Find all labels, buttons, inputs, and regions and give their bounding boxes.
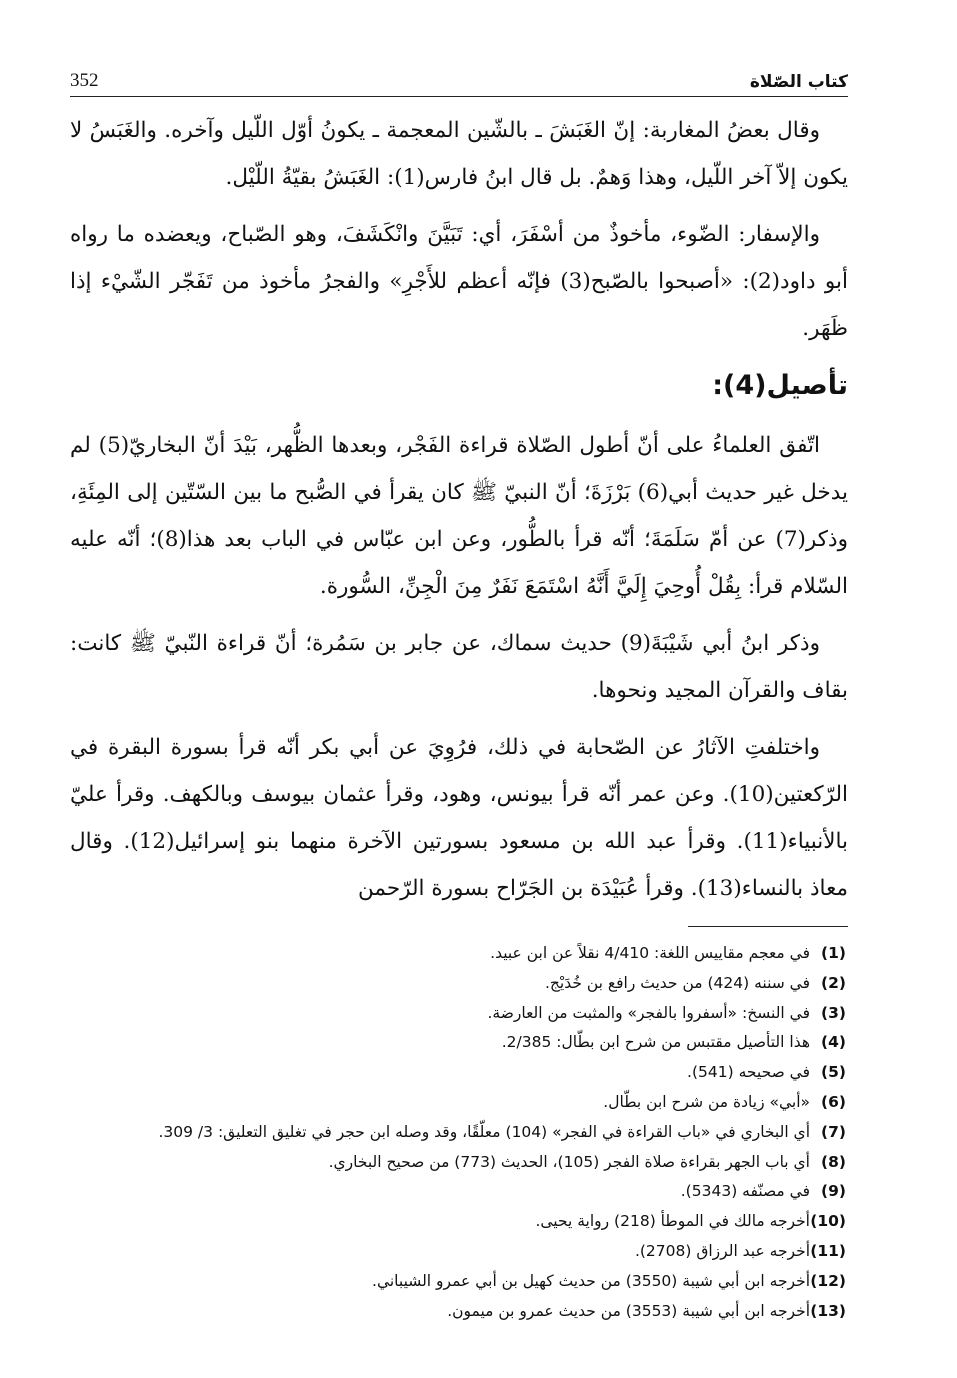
footnote [70, 939, 846, 969]
footnote-number: (1) [821, 944, 846, 962]
section-heading: تأصيل(4): [712, 370, 848, 401]
footnote-text: أي البخاري في «باب القراءة في الفجر» (104) معلّقًا، وقد وصله ابن حجر في تغليق التعليق: 3/ 309. [158, 1122, 810, 1141]
footnote-text: في سننه (424) من حديث رافع بن خُدَيْج. [544, 973, 810, 992]
footnote-text: أخرجه ابن أبي شيبة (3550) من حديث كهيل بن أبي عمرو الشيباني. [372, 1271, 810, 1290]
paragraph-1: وقال بعضُ المغاربة: إنّ الغَبَشَ ـ بالشّين المعجمة ـ يكونُ أوّل اللّيل وآخره. والغَبَسُ لا يكون إلاّ آخر اللّيل، وهذا وَهمٌ. بل قال ابنُ فارس(1): الغَبَشُ بقيّةُ اللّيْل. [70, 118, 848, 190]
footnote-text: في صحيحه (541). [687, 1063, 810, 1082]
book-title: كتاب الصّلاة [749, 72, 848, 92]
footnote [70, 1237, 846, 1267]
footnote-number: (13) [810, 1301, 846, 1320]
footnote-number: (4) [821, 1033, 846, 1052]
footnote [70, 1267, 846, 1297]
footnote-number: (7) [821, 1122, 846, 1141]
footnote-text: أخرجه عبد الرزاق (2708). [634, 1241, 810, 1260]
footnote-number: (11) [810, 1241, 846, 1260]
main-text [70, 107, 848, 912]
page-number: 352 [70, 70, 99, 91]
footnote-number: (5) [821, 1063, 846, 1082]
footnote-text: أخرجه مالك في الموطأ (218) رواية يحيى. [535, 1212, 810, 1231]
footnote [70, 1088, 846, 1118]
footnote-text: في معجم مقاييس اللغة: 4/410 نقلاً عن ابن عبيد. [490, 944, 810, 962]
footnote [70, 1118, 846, 1148]
footnote-text: «أبي» زيادة من شرح ابن بطّال. [603, 1092, 810, 1111]
footnote [70, 969, 846, 999]
footnote-number: (8) [821, 1152, 846, 1171]
page [70, 58, 848, 1318]
paragraph-4: وذكر ابنُ أبي شَيْبَةَ(9) حديث سماك، عن جابر بن سَمُرة؛ أنّ قراءة النّبيّ ﷺ كانت: بقاف والقرآن المجيد ونحوها. [70, 631, 848, 703]
paragraph-2: والإسفار: الضّوء، مأخوذٌ من أسْفَرَ، أي: تَبَيَّنَ وانْكَشَفَ، وهو الصّباح، ويعضده ما رواه أبو داود(2): «أصبحوا بالصّبح(3) فإنّه أعظم للأَجْرِ» والفجرُ مأخوذ من تَفَجّر الشّيْء إذا ظَهَر. [70, 222, 848, 341]
footnote-text: في النسخ: «أسفروا بالفجر» والمثبت من العارضة. [487, 1003, 810, 1022]
footnote-number: (12) [810, 1271, 846, 1290]
footnote [70, 1148, 846, 1178]
footnote-number: (3) [821, 1003, 846, 1022]
footnote-number: (6) [821, 1092, 846, 1111]
footnote [70, 1028, 846, 1058]
footnote [70, 1177, 846, 1207]
footnote [70, 1297, 846, 1327]
paragraph-3: اتّفق العلماءُ على أنّ أطول الصّلاة قراءة الفَجْر، وبعدها الظُّهر، بَيْدَ أنّ البخاريّ(5) لم يدخل غير حديث أبي(6) بَرْزَةَ؛ أنّ النبيّ ﷺ كان يقرأ في الصُّبح ما بين السّتّين إلى المِئَةِ، وذكر(7) عن أمّ سَلَمَةَ؛ أنّه قرأ بالطُّور، وعن ابن عبّاس في الباب بعد هذا(8)؛ أنّه عليه السّلام قرأ: بِقُلْ أُوحِيَ إِلَيَّ أَنَّهُ اسْتَمَعَ نَفَرٌ مِنَ الْجِنِّ، السُّورة. [70, 433, 848, 599]
page-header [70, 58, 848, 97]
footnote-number: (10) [810, 1212, 846, 1231]
footnote-text: أي باب الجهر بقراءة صلاة الفجر (105)، الحديث (773) من صحيح البخاري. [328, 1152, 810, 1171]
footnote-number: (9) [821, 1182, 846, 1201]
footnote-number: (2) [821, 973, 846, 992]
footnote-text: في مصنّفه (5343). [680, 1182, 810, 1201]
footnote-text: أخرجه ابن أبي شيبة (3553) من حديث عمرو بن ميمون. [447, 1301, 810, 1320]
footnote [70, 999, 846, 1029]
footnote [70, 1058, 846, 1088]
paragraph-5: واختلفتِ الآثارُ عن الصّحابة في ذلك، فرُوِيَ عن أبي بكر أنّه قرأ بسورة البقرة في الرّكعتين(10). وعن عمر أنّه قرأ بيونس، وهود، وقرأ عثمان بيوسف وبالكهف. وقرأ عليّ بالأنبياء(11). وقرأ عبد الله بن مسعود بسورتين الآخرة منهما بنو إسرائيل(12). وقال معاذ بالنساء(13). وقرأ عُبَيْدَة بن الجَرّاح بسورة الرّحمن [70, 735, 849, 901]
footnotes [70, 939, 848, 1326]
footnote-text: هذا التأصيل مقتبس من شرح ابن بطّال: 2/385. [501, 1033, 810, 1052]
footnote-separator [688, 926, 848, 927]
footnote [70, 1207, 846, 1237]
